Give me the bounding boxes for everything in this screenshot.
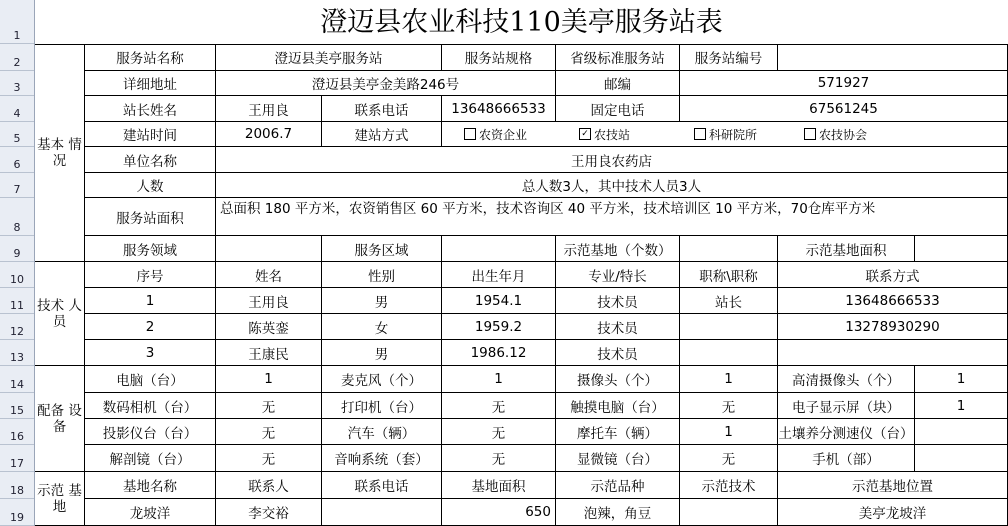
tech-row-cell[interactable]: 王用良 (216, 288, 322, 314)
demo-header-cell[interactable]: 示范品种 (556, 472, 680, 499)
equipment-cell[interactable]: 无 (442, 419, 556, 445)
demo-row-cell[interactable]: 650 (442, 499, 556, 526)
tech-header-cell[interactable]: 性别 (322, 262, 442, 288)
postcode-label[interactable]: 邮编 (556, 71, 680, 96)
section-basic-label[interactable]: 基本 情况 (35, 44, 85, 262)
row-number[interactable]: 18 (0, 472, 34, 499)
manager-label[interactable]: 站长姓名 (85, 96, 216, 122)
equipment-cell[interactable]: 音响系统（套） (322, 445, 442, 472)
row-number[interactable]: 9 (0, 236, 34, 262)
tech-row-cell[interactable]: 女 (322, 314, 442, 340)
row-number[interactable]: 8 (0, 198, 34, 236)
station-name-label[interactable]: 服务站名称 (85, 44, 216, 71)
row-number[interactable]: 15 (0, 393, 34, 419)
tech-row-cell[interactable] (778, 340, 1008, 366)
equipment-cell[interactable]: 1 (680, 419, 778, 445)
address-value[interactable]: 澄迈县美亭金美路246号 (216, 71, 556, 96)
equipment-cell[interactable]: 土壤养分测速仪（台） (778, 419, 915, 445)
method-option[interactable] (579, 126, 694, 143)
phone-value[interactable]: 13648666533 (442, 96, 556, 122)
page-title[interactable]: 澄迈县农业科技110美亭服务站表 (35, 0, 1008, 45)
row-number[interactable]: 5 (0, 122, 34, 147)
people-value[interactable]: 总人数3人，其中技术人员3人 (216, 173, 1008, 198)
tech-row-cell[interactable]: 男 (322, 340, 442, 366)
demo-row-cell[interactable]: 美亭龙坡洋 (778, 499, 1008, 526)
tech-row-cell[interactable]: 技术员 (556, 340, 680, 366)
equipment-cell[interactable]: 电子显示屏（块） (778, 393, 915, 419)
phone-label[interactable]: 联系电话 (322, 96, 442, 122)
equipment-cell[interactable]: 无 (442, 393, 556, 419)
demo-row-cell[interactable]: 龙坡洋 (85, 499, 216, 526)
tech-row-cell[interactable]: 2 (85, 314, 216, 340)
fixed-phone-label[interactable]: 固定电话 (556, 96, 680, 122)
demo-row-cell[interactable] (322, 499, 442, 526)
equipment-cell[interactable]: 高清摄像头（个） (778, 366, 915, 393)
equipment-cell[interactable]: 无 (680, 393, 778, 419)
tech-row-cell[interactable]: 1959.2 (442, 314, 556, 340)
station-name-value[interactable]: 澄迈县美亭服务站 (216, 44, 442, 71)
manager-value[interactable]: 王用良 (216, 96, 322, 122)
equipment-cell[interactable]: 投影仪台（台） (85, 419, 216, 445)
equipment-cell[interactable]: 1 (216, 366, 322, 393)
equipment-cell[interactable]: 1 (680, 366, 778, 393)
row-number[interactable]: 6 (0, 147, 34, 173)
section-tech-label[interactable]: 技术 人员 (35, 262, 85, 366)
equipment-cell[interactable]: 无 (680, 445, 778, 472)
equipment-cell[interactable]: 麦克风（个） (322, 366, 442, 393)
built-time-value[interactable]: 2006.7 (216, 122, 322, 147)
equipment-cell[interactable] (915, 419, 1008, 445)
tech-row-cell[interactable]: 王康民 (216, 340, 322, 366)
equipment-cell[interactable]: 触摸电脑（台） (556, 393, 680, 419)
station-spec-value[interactable]: 省级标准服务站 (556, 44, 680, 71)
service-region-value[interactable] (442, 236, 556, 262)
service-region-label[interactable]: 服务区域 (322, 236, 442, 262)
equipment-cell[interactable]: 打印机（台） (322, 393, 442, 419)
equipment-cell[interactable]: 摄像头（个） (556, 366, 680, 393)
equipment-cell[interactable]: 手机（部） (778, 445, 915, 472)
method-option-label: 科研院所 (709, 127, 758, 142)
demo-header-cell[interactable]: 基地名称 (85, 472, 216, 499)
method-option[interactable] (694, 126, 804, 143)
tech-header-cell[interactable]: 出生年月 (442, 262, 556, 288)
equipment-cell[interactable]: 摩托车（辆） (556, 419, 680, 445)
row-number[interactable]: 16 (0, 419, 34, 445)
tech-row-cell[interactable] (680, 340, 778, 366)
tech-row-cell[interactable]: 3 (85, 340, 216, 366)
demo-row-cell[interactable]: 李交裕 (216, 499, 322, 526)
station-spec-label[interactable]: 服务站规格 (442, 44, 556, 71)
checkbox[interactable] (804, 128, 816, 140)
demo-area-value[interactable] (915, 236, 1008, 262)
demo-header-cell[interactable]: 示范技术 (680, 472, 778, 499)
demo-header-cell[interactable]: 联系人 (216, 472, 322, 499)
row-number[interactable]: 13 (0, 340, 34, 366)
equipment-cell[interactable]: 无 (216, 445, 322, 472)
tech-row-cell[interactable]: 站长 (680, 288, 778, 314)
tech-row-cell[interactable]: 技术员 (556, 314, 680, 340)
service-field-value[interactable] (216, 236, 322, 262)
method-option-label: 农技站 (594, 127, 631, 142)
equipment-cell[interactable]: 汽车（辆） (322, 419, 442, 445)
checkbox[interactable] (464, 128, 476, 140)
row-number[interactable]: 17 (0, 445, 34, 472)
row-number[interactable]: 1 (0, 0, 34, 44)
row-number[interactable]: 4 (0, 96, 34, 122)
equipment-cell[interactable]: 显微镜（台） (556, 445, 680, 472)
equipment-cell[interactable]: 解剖镜（台） (85, 445, 216, 472)
equipment-cell[interactable]: 电脑（台） (85, 366, 216, 393)
checkbox-checked[interactable]: ✓ (579, 128, 591, 140)
row-number[interactable]: 12 (0, 314, 34, 340)
row-number[interactable]: 14 (0, 366, 34, 393)
equipment-cell[interactable]: 无 (216, 419, 322, 445)
demo-count-label[interactable]: 示范基地（个数） (556, 236, 680, 262)
equipment-cell[interactable] (915, 445, 1008, 472)
fixed-phone-value[interactable]: 67561245 (680, 96, 1008, 122)
equipment-cell[interactable]: 数码相机（台） (85, 393, 216, 419)
method-option[interactable] (804, 126, 867, 143)
station-number-value[interactable] (778, 44, 1008, 71)
row-number[interactable]: 19 (0, 499, 34, 526)
area-label[interactable]: 服务站面积 (85, 198, 216, 236)
demo-header-cell[interactable]: 示范基地位置 (778, 472, 1008, 499)
row-number[interactable]: 3 (0, 71, 34, 96)
address-label[interactable]: 详细地址 (85, 71, 216, 96)
tech-header-cell[interactable]: 联系方式 (778, 262, 1008, 288)
row-number[interactable]: 7 (0, 173, 34, 198)
build-method-options (442, 122, 1008, 147)
unit-name-label[interactable]: 单位名称 (85, 147, 216, 173)
row-number[interactable]: 11 (0, 288, 34, 314)
equipment-cell[interactable]: 1 (915, 393, 1008, 419)
row-number[interactable]: 10 (0, 262, 34, 288)
method-option-label: 农资企业 (479, 127, 528, 142)
spreadsheet (35, 0, 1008, 526)
method-option[interactable] (464, 126, 579, 143)
postcode-value[interactable]: 571927 (680, 71, 1008, 96)
demo-area-label[interactable]: 示范基地面积 (778, 236, 915, 262)
tech-header-cell[interactable]: 序号 (85, 262, 216, 288)
demo-count-value[interactable] (680, 236, 778, 262)
demo-row-cell[interactable]: 泡辣，角豆 (556, 499, 680, 526)
tech-header-cell[interactable]: 姓名 (216, 262, 322, 288)
equipment-cell[interactable]: 无 (216, 393, 322, 419)
service-field-label[interactable]: 服务领域 (85, 236, 216, 262)
demo-row-cell[interactable] (680, 499, 778, 526)
people-label[interactable]: 人数 (85, 173, 216, 198)
tech-row-cell[interactable]: 13648666533 (778, 288, 1008, 314)
tech-header-cell[interactable]: 专业/特长 (556, 262, 680, 288)
section-demo-label[interactable]: 示范 基地 (35, 472, 85, 526)
tech-row-cell[interactable]: 1 (85, 288, 216, 314)
tech-row-cell[interactable]: 陈英銮 (216, 314, 322, 340)
method-option-label: 农技协会 (819, 127, 868, 142)
station-number-label[interactable]: 服务站编号 (680, 44, 778, 71)
section-equipment-label[interactable]: 配备 设备 (35, 366, 85, 472)
tech-row-cell[interactable]: 技术员 (556, 288, 680, 314)
tech-row-cell[interactable] (680, 314, 778, 340)
demo-header-cell[interactable]: 基地面积 (442, 472, 556, 499)
demo-header-cell[interactable]: 联系电话 (322, 472, 442, 499)
build-method-label[interactable]: 建站方式 (322, 122, 442, 147)
equipment-cell[interactable]: 无 (442, 445, 556, 472)
built-time-label[interactable]: 建站时间 (85, 122, 216, 147)
tech-row-cell[interactable]: 1986.12 (442, 340, 556, 366)
checkbox[interactable] (694, 128, 706, 140)
tech-row-cell[interactable]: 男 (322, 288, 442, 314)
tech-row-cell[interactable]: 13278930290 (778, 314, 1008, 340)
tech-header-cell[interactable]: 职称\职称 (680, 262, 778, 288)
unit-name-value[interactable]: 王用良农药店 (216, 147, 1008, 173)
equipment-cell[interactable]: 1 (442, 366, 556, 393)
row-number[interactable]: 2 (0, 44, 34, 71)
equipment-cell[interactable]: 1 (915, 366, 1008, 393)
area-value[interactable]: 总面积 180 平方米，农资销售区 60 平方米，技术咨询区 40 平方米，技术培训区 10 平方米，70仓库平方米 (216, 198, 1008, 236)
tech-row-cell[interactable]: 1954.1 (442, 288, 556, 314)
